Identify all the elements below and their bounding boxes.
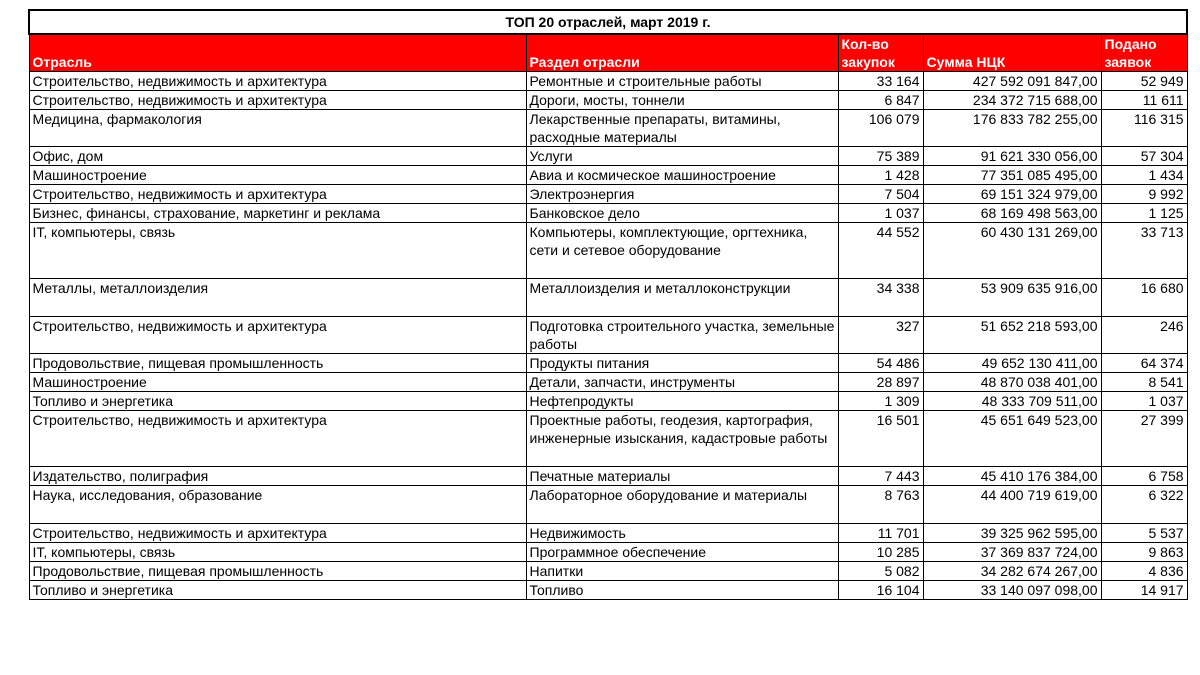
cell-section: Дороги, мосты, тоннели: [526, 91, 838, 110]
cell-apps: 16 680: [1101, 279, 1187, 317]
cell-industry: Офис, дом: [29, 147, 526, 166]
cell-count: 16 501: [838, 411, 923, 467]
cell-section: Электроэнергия: [526, 185, 838, 204]
cell-sum: 234 372 715 688,00: [923, 91, 1101, 110]
cell-sum: 77 351 085 495,00: [923, 166, 1101, 185]
cell-apps: 1 434: [1101, 166, 1187, 185]
cell-apps: 11 611: [1101, 91, 1187, 110]
cell-sum: 45 410 176 384,00: [923, 467, 1101, 486]
cell-industry: Металлы, металлоизделия: [29, 279, 526, 317]
cell-section: Металлоизделия и металлоконструкции: [526, 279, 838, 317]
table-title: ТОП 20 отраслей, март 2019 г.: [29, 10, 1187, 34]
cell-industry: Топливо и энергетика: [29, 581, 526, 600]
cell-count: 16 104: [838, 581, 923, 600]
table-row: [29, 185, 1187, 204]
cell-section: Детали, запчасти, инструменты: [526, 373, 838, 392]
cell-count: 1 428: [838, 166, 923, 185]
table-row: [29, 543, 1187, 562]
cell-sum: 48 870 038 401,00: [923, 373, 1101, 392]
cell-section: Авиа и космическое машиностроение: [526, 166, 838, 185]
cell-apps: 14 917: [1101, 581, 1187, 600]
cell-count: 10 285: [838, 543, 923, 562]
cell-count: 8 763: [838, 486, 923, 524]
cell-industry: Строительство, недвижимость и архитектура: [29, 317, 526, 354]
cell-apps: 9 992: [1101, 185, 1187, 204]
header-apps-line2: заявок: [1104, 54, 1152, 70]
cell-apps: 64 374: [1101, 354, 1187, 373]
cell-count: 1 309: [838, 392, 923, 411]
cell-sum: 427 592 091 847,00: [923, 72, 1101, 91]
cell-sum: 49 652 130 411,00: [923, 354, 1101, 373]
cell-count: 34 338: [838, 279, 923, 317]
cell-count: 106 079: [838, 110, 923, 147]
cell-count: 7 443: [838, 467, 923, 486]
table-row: [29, 467, 1187, 486]
cell-sum: 48 333 709 511,00: [923, 392, 1101, 411]
header-count: [838, 34, 923, 72]
cell-count: 33 164: [838, 72, 923, 91]
cell-section: Программное обеспечение: [526, 543, 838, 562]
cell-count: 6 847: [838, 91, 923, 110]
cell-count: 75 389: [838, 147, 923, 166]
table-row: [29, 91, 1187, 110]
cell-count: 44 552: [838, 223, 923, 279]
cell-apps: 57 304: [1101, 147, 1187, 166]
table-row: [29, 581, 1187, 600]
table-row: [29, 392, 1187, 411]
cell-industry: Продовольствие, пищевая промышленность: [29, 354, 526, 373]
cell-section: Компьютеры, комплектующие, оргтехника, сети и сетевое оборудование: [526, 223, 838, 279]
cell-industry: Машиностроение: [29, 166, 526, 185]
cell-apps: 4 836: [1101, 562, 1187, 581]
cell-section: Лабораторное оборудование и материалы: [526, 486, 838, 524]
cell-sum: 60 430 131 269,00: [923, 223, 1101, 279]
table-row: [29, 411, 1187, 467]
cell-sum: 34 282 674 267,00: [923, 562, 1101, 581]
cell-sum: 33 140 097 098,00: [923, 581, 1101, 600]
cell-industry: IT, компьютеры, связь: [29, 543, 526, 562]
table-row: [29, 317, 1187, 354]
cell-sum: 69 151 324 979,00: [923, 185, 1101, 204]
table-row: [29, 72, 1187, 91]
table-row: [29, 223, 1187, 279]
table-row: [29, 110, 1187, 147]
header-industry: Отрасль: [29, 34, 526, 72]
cell-industry: Медицина, фармакология: [29, 110, 526, 147]
table-row: [29, 204, 1187, 223]
cell-industry: IT, компьютеры, связь: [29, 223, 526, 279]
cell-sum: 53 909 635 916,00: [923, 279, 1101, 317]
cell-sum: 176 833 782 255,00: [923, 110, 1101, 147]
header-count-line1: Кол-во: [841, 36, 889, 52]
cell-section: Напитки: [526, 562, 838, 581]
cell-apps: 1 037: [1101, 392, 1187, 411]
cell-sum: 51 652 218 593,00: [923, 317, 1101, 354]
header-apps-line1: Подано: [1104, 36, 1157, 52]
top-industries-table: [28, 9, 1188, 600]
cell-industry: Издательство, полиграфия: [29, 467, 526, 486]
cell-apps: 8 541: [1101, 373, 1187, 392]
cell-industry: Топливо и энергетика: [29, 392, 526, 411]
cell-apps: 6 758: [1101, 467, 1187, 486]
header-row: [29, 34, 1187, 72]
cell-apps: 1 125: [1101, 204, 1187, 223]
cell-apps: 246: [1101, 317, 1187, 354]
cell-section: Топливо: [526, 581, 838, 600]
header-count-line2: закупок: [841, 54, 895, 70]
spreadsheet: [28, 9, 1186, 600]
cell-industry: Строительство, недвижимость и архитектура: [29, 524, 526, 543]
cell-industry: Наука, исследования, образование: [29, 486, 526, 524]
header-section: Раздел отрасли: [526, 34, 838, 72]
cell-section: Ремонтные и строительные работы: [526, 72, 838, 91]
cell-sum: 39 325 962 595,00: [923, 524, 1101, 543]
cell-apps: 5 537: [1101, 524, 1187, 543]
cell-section: Проектные работы, геодезия, картография, инженерные изыскания, кадастровые работы: [526, 411, 838, 467]
cell-count: 54 486: [838, 354, 923, 373]
cell-section: Недвижимость: [526, 524, 838, 543]
cell-section: Продукты питания: [526, 354, 838, 373]
cell-apps: 6 322: [1101, 486, 1187, 524]
cell-industry: Продовольствие, пищевая промышленность: [29, 562, 526, 581]
cell-count: 28 897: [838, 373, 923, 392]
cell-industry: Строительство, недвижимость и архитектура: [29, 91, 526, 110]
table-row: [29, 486, 1187, 524]
cell-sum: 91 621 330 056,00: [923, 147, 1101, 166]
cell-industry: Бизнес, финансы, страхование, маркетинг и реклама: [29, 204, 526, 223]
cell-count: 5 082: [838, 562, 923, 581]
cell-apps: 27 399: [1101, 411, 1187, 467]
cell-count: 327: [838, 317, 923, 354]
cell-industry: Строительство, недвижимость и архитектура: [29, 72, 526, 91]
cell-apps: 9 863: [1101, 543, 1187, 562]
cell-count: 11 701: [838, 524, 923, 543]
table-row: [29, 354, 1187, 373]
table-row: [29, 147, 1187, 166]
cell-apps: 33 713: [1101, 223, 1187, 279]
header-sum: Сумма НЦК: [923, 34, 1101, 72]
cell-industry: Строительство, недвижимость и архитектура: [29, 185, 526, 204]
cell-section: Лекарственные препараты, витамины, расходные материалы: [526, 110, 838, 147]
cell-sum: 68 169 498 563,00: [923, 204, 1101, 223]
table-row: [29, 373, 1187, 392]
header-apps: [1101, 34, 1187, 72]
cell-section: Банковское дело: [526, 204, 838, 223]
cell-sum: 45 651 649 523,00: [923, 411, 1101, 467]
cell-apps: 116 315: [1101, 110, 1187, 147]
cell-section: Подготовка строительного участка, земельные работы: [526, 317, 838, 354]
table-row: [29, 562, 1187, 581]
table-row: [29, 524, 1187, 543]
table-row: [29, 166, 1187, 185]
cell-sum: 37 369 837 724,00: [923, 543, 1101, 562]
cell-section: Печатные материалы: [526, 467, 838, 486]
cell-count: 7 504: [838, 185, 923, 204]
cell-industry: Машиностроение: [29, 373, 526, 392]
cell-section: Услуги: [526, 147, 838, 166]
cell-section: Нефтепродукты: [526, 392, 838, 411]
cell-count: 1 037: [838, 204, 923, 223]
cell-apps: 52 949: [1101, 72, 1187, 91]
cell-sum: 44 400 719 619,00: [923, 486, 1101, 524]
cell-industry: Строительство, недвижимость и архитектура: [29, 411, 526, 467]
table-row: [29, 279, 1187, 317]
